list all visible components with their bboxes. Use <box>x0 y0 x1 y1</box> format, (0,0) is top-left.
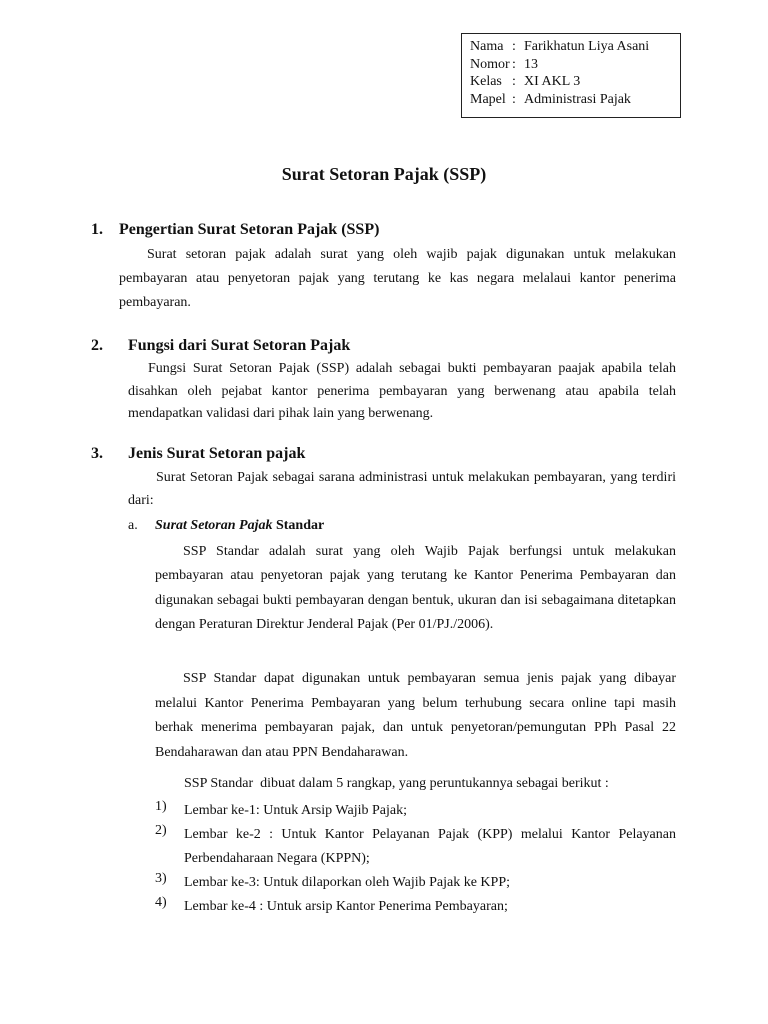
section-3-title: Jenis Surat Setoran pajak <box>128 445 306 462</box>
subsection-a-paragraph-3: SSP Standar dibuat dalam 5 rangkap, yang peruntukannya sebagai berikut : <box>184 776 609 791</box>
section-2-title: Fungsi dari Surat Setoran Pajak <box>128 337 351 354</box>
list-item <box>155 895 676 919</box>
info-separator: : <box>512 39 516 54</box>
subsection-a-paragraph-1: SSP Standar adalah surat yang oleh Wajib Pajak berfungsi untuk melakukan pembayaran atau penyetoran pajak yang terutang ke Kantor Penerima Pembayaran dan digunakan sebagai bukti pembayaran dengan bentuk, ukuran dan isi sebagaimana ditetapkan dengan Peraturan Direktur Jenderal Pajak (Per 01/PJ./2006). <box>155 544 676 633</box>
list-item-number: 2) <box>155 823 167 838</box>
copies-list <box>155 799 676 919</box>
info-row-class <box>470 73 680 91</box>
info-separator: : <box>512 74 516 89</box>
info-row-subject <box>470 91 680 109</box>
section-1-number: 1. <box>91 221 103 238</box>
section-3-body: Surat Setoran Pajak sebagai sarana administrasi untuk melakukan pembayaran, yang terdiri dari: <box>128 470 676 508</box>
list-item <box>155 823 676 871</box>
list-item <box>155 799 676 823</box>
info-row-name <box>470 38 680 56</box>
subsection-a-letter: a. <box>128 518 138 533</box>
info-label: Kelas <box>470 74 502 89</box>
list-item-number: 3) <box>155 871 167 886</box>
subsection-a-title <box>155 518 324 534</box>
section-2-number: 2. <box>91 337 103 354</box>
section-2-body: Fungsi Surat Setoran Pajak (SSP) adalah sebagai bukti pembayaran paajak apabila telah disahkan oleh pejabat kantor penerima pembayaran yang berwenang atau apabila telah mendapatkan validasi dari pihak lain yang berwenang. <box>128 361 676 421</box>
list-item-text: Lembar ke-4 : Untuk arsip Kantor Penerima Pembayaran; <box>184 899 508 914</box>
info-label: Nomor <box>470 56 510 72</box>
info-separator: : <box>512 56 516 72</box>
list-item-text: Lembar ke-1: Untuk Arsip Wajib Pajak; <box>184 803 407 818</box>
info-value: XI AKL 3 <box>524 74 581 89</box>
list-item-text: Lembar ke-2 : Untuk Kantor Pelayanan Pajak (KPP) melalui Kantor Pelayanan Perbendaharaan Negara (KPPN); <box>184 827 676 866</box>
info-label: Nama <box>470 39 504 54</box>
info-separator: : <box>512 91 516 107</box>
info-value: Farikhatun Liya Asani <box>524 39 650 54</box>
section-1-body: Surat setoran pajak adalah surat yang oleh wajib pajak digunakan untuk melakukan pembayaran atau penyetoran pajak yang terutang ke kas negara melalaui kantor penerima pembayaran. <box>119 247 676 310</box>
subsection-a-title-rest: Standar <box>272 518 325 533</box>
subsection-a-paragraph-2: SSP Standar dapat digunakan untuk pembayaran semua jenis pajak yang dibayar melalui Kantor Penerima Pembayaran yang belum terhubung secara online tapi masih berhak menerima pembayaran pajak, dan untuk penyetoran/pemungutan PPh Pasal 22 Bendaharawan dan atau PPN Bendaharawan. <box>155 671 676 760</box>
document-title: Surat Setoran Pajak (SSP) <box>281 164 487 184</box>
list-item-number: 1) <box>155 799 167 814</box>
section-1-title: Pengertian Surat Setoran Pajak (SSP) <box>119 221 380 238</box>
list-item <box>155 871 676 895</box>
subsection-a-title-italic: Surat Setoran Pajak <box>155 518 273 533</box>
student-info-box <box>461 33 681 118</box>
info-row-number <box>470 56 680 74</box>
section-3-number: 3. <box>91 445 103 462</box>
info-value: Administrasi Pajak <box>524 91 631 107</box>
list-item-number: 4) <box>155 895 167 910</box>
list-item-text: Lembar ke-3: Untuk dilaporkan oleh Wajib Pajak ke KPP; <box>184 875 510 890</box>
info-label: Mapel <box>470 91 506 107</box>
info-value: 13 <box>524 56 538 72</box>
